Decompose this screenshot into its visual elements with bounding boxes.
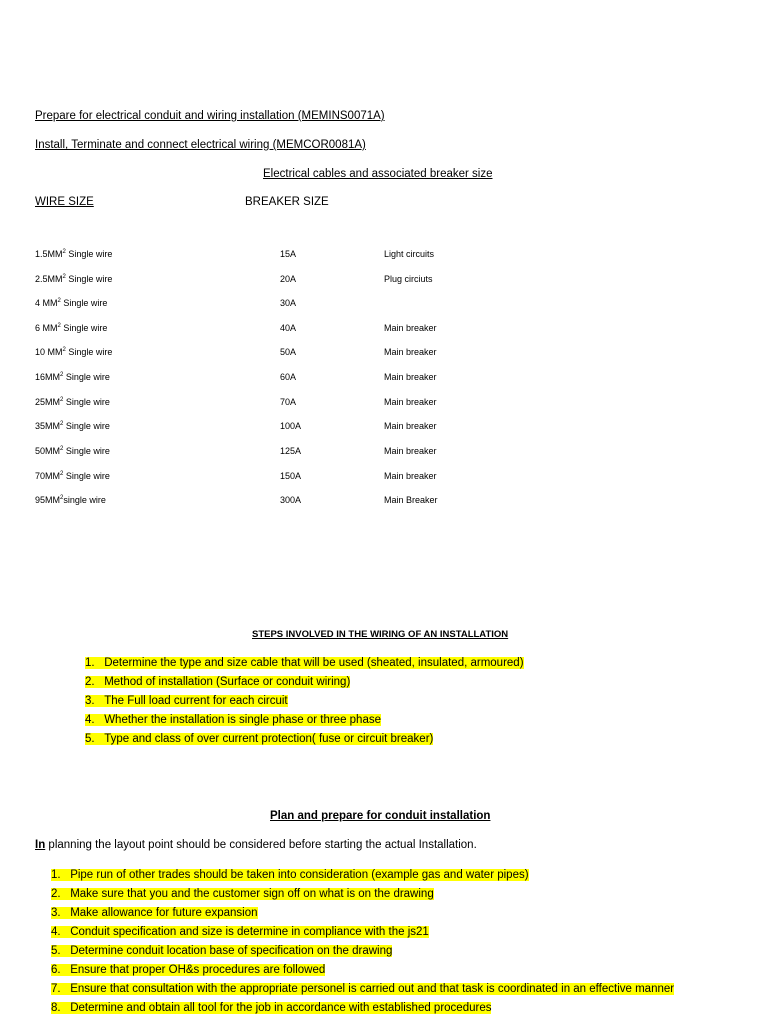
superscript: 2 <box>60 446 64 452</box>
plan-intro-first: In <box>35 839 46 851</box>
plan-intro <box>35 839 477 851</box>
course-title-1: Prepare for electrical conduit and wiring installation (MEMINS0071A) <box>35 110 385 122</box>
list-text: Make sure that you and the customer sign off on what is on the drawing <box>70 888 434 900</box>
list-text: Ensure that consultation with the appropriate personel is carried out and that task is coordinated in an effective manner <box>70 983 675 995</box>
list-number: 4. <box>85 714 104 726</box>
wire-size-cell: $1.5MM^2$ Single wire <box>35 249 113 259</box>
course-title-2: Install, Terminate and connect electrical wiring (MEMCOR0081A) <box>35 139 366 151</box>
wire-size-cell: $2.5MM^2$ Single wire <box>35 274 113 284</box>
list-item <box>85 694 288 708</box>
table-row <box>0 397 768 413</box>
wire-size-cell: 6 $MM^2$ Single wire <box>35 323 108 333</box>
usage-note-cell: Main breaker <box>384 323 437 333</box>
superscript: 2 <box>60 471 64 477</box>
list-item <box>85 732 433 746</box>
list-text: Determine the type and size cable that will be used (sheated, insulated, armoured) <box>104 657 524 669</box>
usage-note-cell: Main breaker <box>384 397 437 407</box>
list-item <box>51 944 392 958</box>
list-number: 2. <box>85 676 104 688</box>
list-number: 5. <box>51 945 70 957</box>
list-item <box>51 887 434 901</box>
breaker-size-cell: 300A <box>280 495 302 505</box>
breaker-size-cell: 60A <box>280 372 297 382</box>
list-text: Conduit specification and size is determine in compliance with the js21 <box>70 926 429 938</box>
table-row <box>0 471 768 487</box>
table-row <box>0 323 768 339</box>
superscript: 2 <box>62 249 66 255</box>
breaker-size-cell: 30A <box>280 298 297 308</box>
list-text: Method of installation (Surface or conduit wiring) <box>104 676 351 688</box>
list-text: Make allowance for future expansion <box>70 907 258 919</box>
breaker-size-cell: 70A <box>280 397 297 407</box>
breaker-size-cell: 20A <box>280 274 297 284</box>
superscript: 2 <box>62 274 66 280</box>
wire-size-cell: $35MM^2$ Single wire <box>35 421 110 431</box>
superscript: 2 <box>57 323 61 329</box>
wire-size-cell: $25MM^2$ Single wire <box>35 397 110 407</box>
wire-size-cell: 4 $MM^2$ Single wire <box>35 298 108 308</box>
list-number: 5. <box>85 733 104 745</box>
column-header-wire-size: WIRE SIZE <box>35 196 94 208</box>
list-number: 1. <box>85 657 104 669</box>
usage-note-cell: Main breaker <box>384 347 437 357</box>
usage-note-cell: Main Breaker <box>384 495 438 505</box>
usage-note-cell: Main breaker <box>384 372 437 382</box>
table-row <box>0 274 768 290</box>
list-number: 7. <box>51 983 70 995</box>
superscript: 2 <box>62 347 66 353</box>
list-text: Ensure that proper OH&s procedures are followed <box>70 964 326 976</box>
plan-intro-rest: planning the layout point should be considered before starting the actual Installation. <box>45 839 477 851</box>
list-item <box>51 963 325 977</box>
wire-size-cell: $70MM^2$ Single wire <box>35 471 110 481</box>
table-row <box>0 372 768 388</box>
list-text: Whether the installation is single phase or three phase <box>104 714 381 726</box>
list-number: 1. <box>51 869 70 881</box>
list-number: 8. <box>51 1002 70 1014</box>
wire-size-cell: $50MM^2$ Single wire <box>35 446 110 456</box>
breaker-size-cell: 50A <box>280 347 297 357</box>
list-text: Determine conduit location base of specification on the drawing <box>70 945 393 957</box>
usage-note-cell: Light circuits <box>384 249 435 259</box>
column-header-breaker-size: BREAKER SIZE <box>245 196 329 208</box>
list-item <box>51 868 529 882</box>
usage-note-cell: Main breaker <box>384 421 437 431</box>
steps-title: STEPS INVOLVED IN THE WIRING OF AN INSTALLATION <box>252 629 509 640</box>
table-row <box>0 249 768 265</box>
superscript: 2 <box>57 298 61 304</box>
list-item <box>85 675 350 689</box>
list-text: The Full load current for each circuit <box>104 695 288 707</box>
list-number: 4. <box>51 926 70 938</box>
superscript: 2 <box>60 495 64 501</box>
usage-note-cell: Main breaker <box>384 471 437 481</box>
list-text: Pipe run of other trades should be taken into consideration (example gas and water pipes) <box>70 869 529 881</box>
list-number: 3. <box>85 695 104 707</box>
wire-size-cell: $16MM^2$ Single wire <box>35 372 110 382</box>
table-row <box>0 298 768 314</box>
plan-title: Plan and prepare for conduit installation <box>270 810 491 822</box>
list-text: Type and class of over current protection( fuse or circuit breaker) <box>104 733 434 745</box>
table-row <box>0 446 768 462</box>
table-row <box>0 495 768 511</box>
usage-note-cell: Plug circiuts <box>384 274 433 284</box>
list-number: 3. <box>51 907 70 919</box>
list-number: 2. <box>51 888 70 900</box>
list-item <box>85 713 381 727</box>
breaker-size-cell: 15A <box>280 249 297 259</box>
list-item <box>51 906 258 920</box>
list-number: 6. <box>51 964 70 976</box>
superscript: 2 <box>60 421 64 427</box>
wire-size-cell: 10 $MM^2$ Single wire <box>35 347 113 357</box>
superscript: 2 <box>60 372 64 378</box>
breaker-size-cell: 150A <box>280 471 302 481</box>
list-item <box>51 1001 491 1015</box>
list-item <box>51 925 429 939</box>
breaker-size-cell: 100A <box>280 421 302 431</box>
breaker-size-cell: 40A <box>280 323 297 333</box>
superscript: 2 <box>60 397 64 403</box>
breaker-size-cell: 125A <box>280 446 302 456</box>
table-title: Electrical cables and associated breaker size <box>263 168 493 180</box>
list-text: Determine and obtain all tool for the job in accordance with established procedures <box>70 1002 492 1014</box>
table-row <box>0 347 768 363</box>
table-row <box>0 421 768 437</box>
wire-size-cell: $95MM^2single$ wire <box>35 495 106 505</box>
list-item <box>85 656 524 670</box>
usage-note-cell: Main breaker <box>384 446 437 456</box>
list-item <box>51 982 674 996</box>
